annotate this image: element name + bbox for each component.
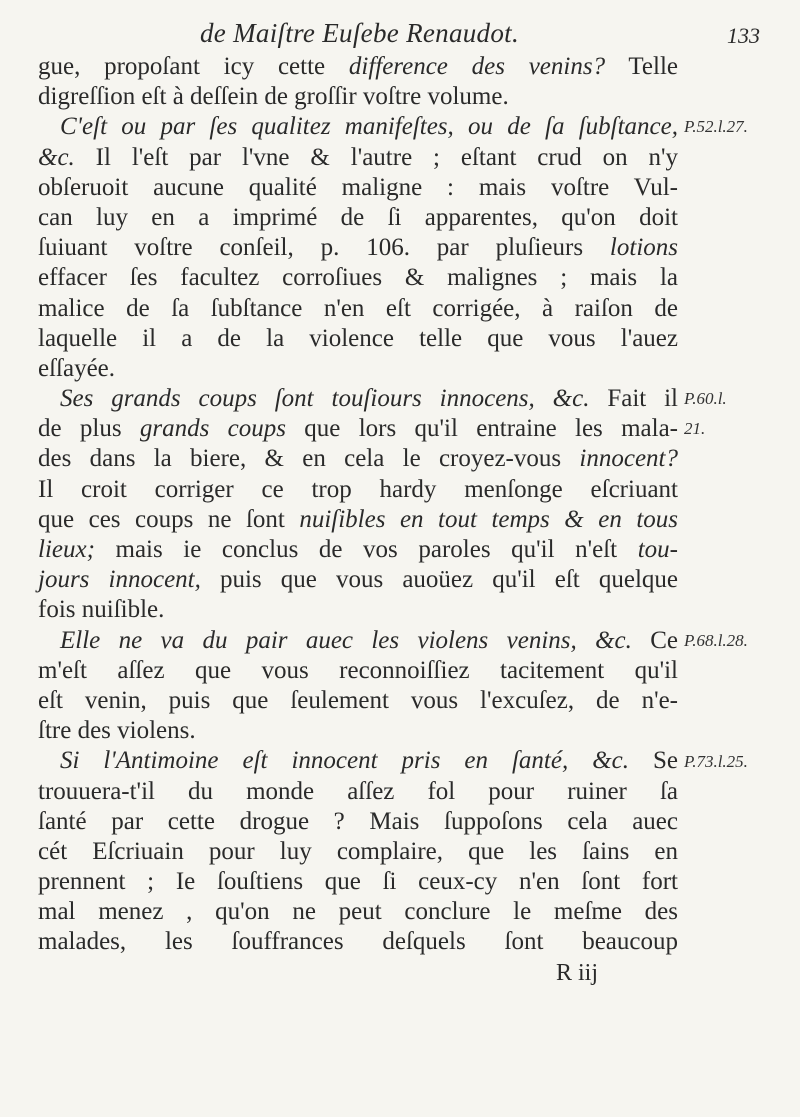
text-segment: malades, les ſouffrances deſquels ſont beaucoup xyxy=(38,928,678,956)
text-line xyxy=(38,746,678,776)
text-line xyxy=(38,444,678,474)
text-segment: nuiſibles en tout temps & en tous xyxy=(299,505,678,533)
text-segment: Si l'Antimoine eſt innocent pris en ſanté, &c. xyxy=(60,747,630,775)
text-line xyxy=(38,565,678,595)
text-line xyxy=(38,505,678,535)
text-segment: mais ie conclus de vos paroles qu'il n'eſt xyxy=(94,536,638,563)
text-segment: Fait il xyxy=(589,385,678,413)
text-line xyxy=(38,927,678,957)
running-head-title: de Maiſtre Euſebe Renaudot. xyxy=(200,18,520,48)
text-line xyxy=(38,384,678,414)
text-line xyxy=(38,475,678,505)
page-number: 133 xyxy=(727,23,760,48)
text-segment: grands coups xyxy=(139,415,286,443)
text-segment: cét Eſcriuain pour luy complaire, que les ſains en xyxy=(38,837,678,865)
text-line xyxy=(38,354,678,384)
text-line xyxy=(38,807,678,837)
text-segment: lotions xyxy=(609,234,678,262)
text-segment: trouuera-t'il du monde aſſez fol pour ruiner ſa xyxy=(38,777,678,805)
text-segment: Se xyxy=(629,747,679,775)
margin-reference: P.73.l.25. xyxy=(684,751,748,771)
text-line xyxy=(38,143,678,173)
text-segment: m'eſt aſſez que vous reconnoiſſiez tacitement qu'il xyxy=(38,656,678,684)
text-segment: laquelle il a de la violence telle que vous l'auez xyxy=(38,324,678,352)
text-line xyxy=(38,626,678,656)
text-line xyxy=(38,777,678,807)
text-line xyxy=(38,112,678,142)
text-line xyxy=(38,233,678,263)
text-segment: Il l'eſt par l'vne & l'autre ; eſtant crud on n'y xyxy=(74,143,678,171)
text-line xyxy=(38,203,678,233)
signature-mark: R iij xyxy=(555,959,598,986)
text-line xyxy=(38,173,678,203)
text-segment: can luy en a imprimé de ſi apparentes, qu'on doit xyxy=(38,203,678,231)
text-segment: des dans la biere, & en cela le croyez-vous xyxy=(38,445,580,473)
text-segment: jours innocent, xyxy=(38,566,201,594)
text-line xyxy=(38,52,678,82)
text-segment: prennent ; Ie ſouſtiens que ſi ceux-cy n'en ſont fort xyxy=(38,868,678,896)
text-segment: malice de ſa ſubſtance n'en eſt corrigée, à raiſon de xyxy=(38,294,678,322)
text-line xyxy=(38,656,678,686)
text-segment: C'eſt ou par ſes qualitez manifeſtes, ou de ſa ſubſtance, xyxy=(60,113,678,141)
margin-reference: 21. xyxy=(684,419,706,439)
text-line xyxy=(38,595,678,625)
text-segment: Ses grands coups ſont touſiours innocens, &c. xyxy=(60,385,590,413)
text-segment: Elle ne va du pair auec les violens venins, &c. xyxy=(60,626,632,654)
text-segment: Ce xyxy=(631,626,679,654)
text-segment: obſeruoit aucune qualité maligne : mais voſtre Vul- xyxy=(38,173,678,201)
text-segment: puis que vous auoüez qu'il eſt quelque xyxy=(200,566,678,594)
text-line xyxy=(38,716,678,746)
text-segment: eſt venin, puis que ſeulement vous l'excuſez, de n'e- xyxy=(38,686,678,714)
text-segment: digreſſion eſt à deſſein de groſſir voſtre volume. xyxy=(38,83,509,111)
text-segment: que lors qu'il entraine les mala- xyxy=(285,415,678,443)
text-line xyxy=(38,324,678,354)
text-segment: eſſayée. xyxy=(38,354,116,382)
text-segment: Il croit corriger ce trop hardy menſonge eſcriuant xyxy=(38,475,678,503)
text-segment: effacer ſes facultez corroſiues & malignes ; mais la xyxy=(38,264,678,292)
text-segment: fois nuiſible. xyxy=(38,596,165,624)
text-segment: innocent? xyxy=(579,445,678,473)
margin-reference: P.68.l.28. xyxy=(684,630,748,650)
text-segment: ſuiuant voſtre conſeil, p. 106. par pluſieurs xyxy=(38,234,610,262)
text-segment: tou- xyxy=(637,536,678,563)
text-line xyxy=(38,867,678,897)
text-line xyxy=(38,686,678,716)
text-segment: Telle xyxy=(605,53,678,80)
text-segment: ſtre des violens. xyxy=(38,717,196,745)
text-line xyxy=(38,414,678,444)
text-line xyxy=(38,837,678,867)
text-segment: gue, propoſant icy cette xyxy=(38,53,349,80)
text-line xyxy=(38,535,678,565)
text-line xyxy=(38,294,678,324)
text-segment: lieux; xyxy=(38,536,95,563)
text-segment: de plus xyxy=(38,415,140,443)
text-line xyxy=(38,897,678,927)
text-segment: difference des venins? xyxy=(348,53,606,80)
text-segment: mal menez , qu'on ne peut conclure le meſme des xyxy=(38,898,678,926)
text-segment: &c. xyxy=(38,143,75,171)
body-text xyxy=(38,52,678,988)
text-line xyxy=(38,263,678,293)
text-segment: que ces coups ne ſont xyxy=(38,505,300,533)
text-line xyxy=(38,82,678,112)
margin-reference: P.60.l. xyxy=(684,389,727,409)
margin-reference: P.52.l.27. xyxy=(684,117,748,137)
text-segment: ſanté par cette drogue ? Mais ſuppoſons cela auec xyxy=(38,807,678,835)
